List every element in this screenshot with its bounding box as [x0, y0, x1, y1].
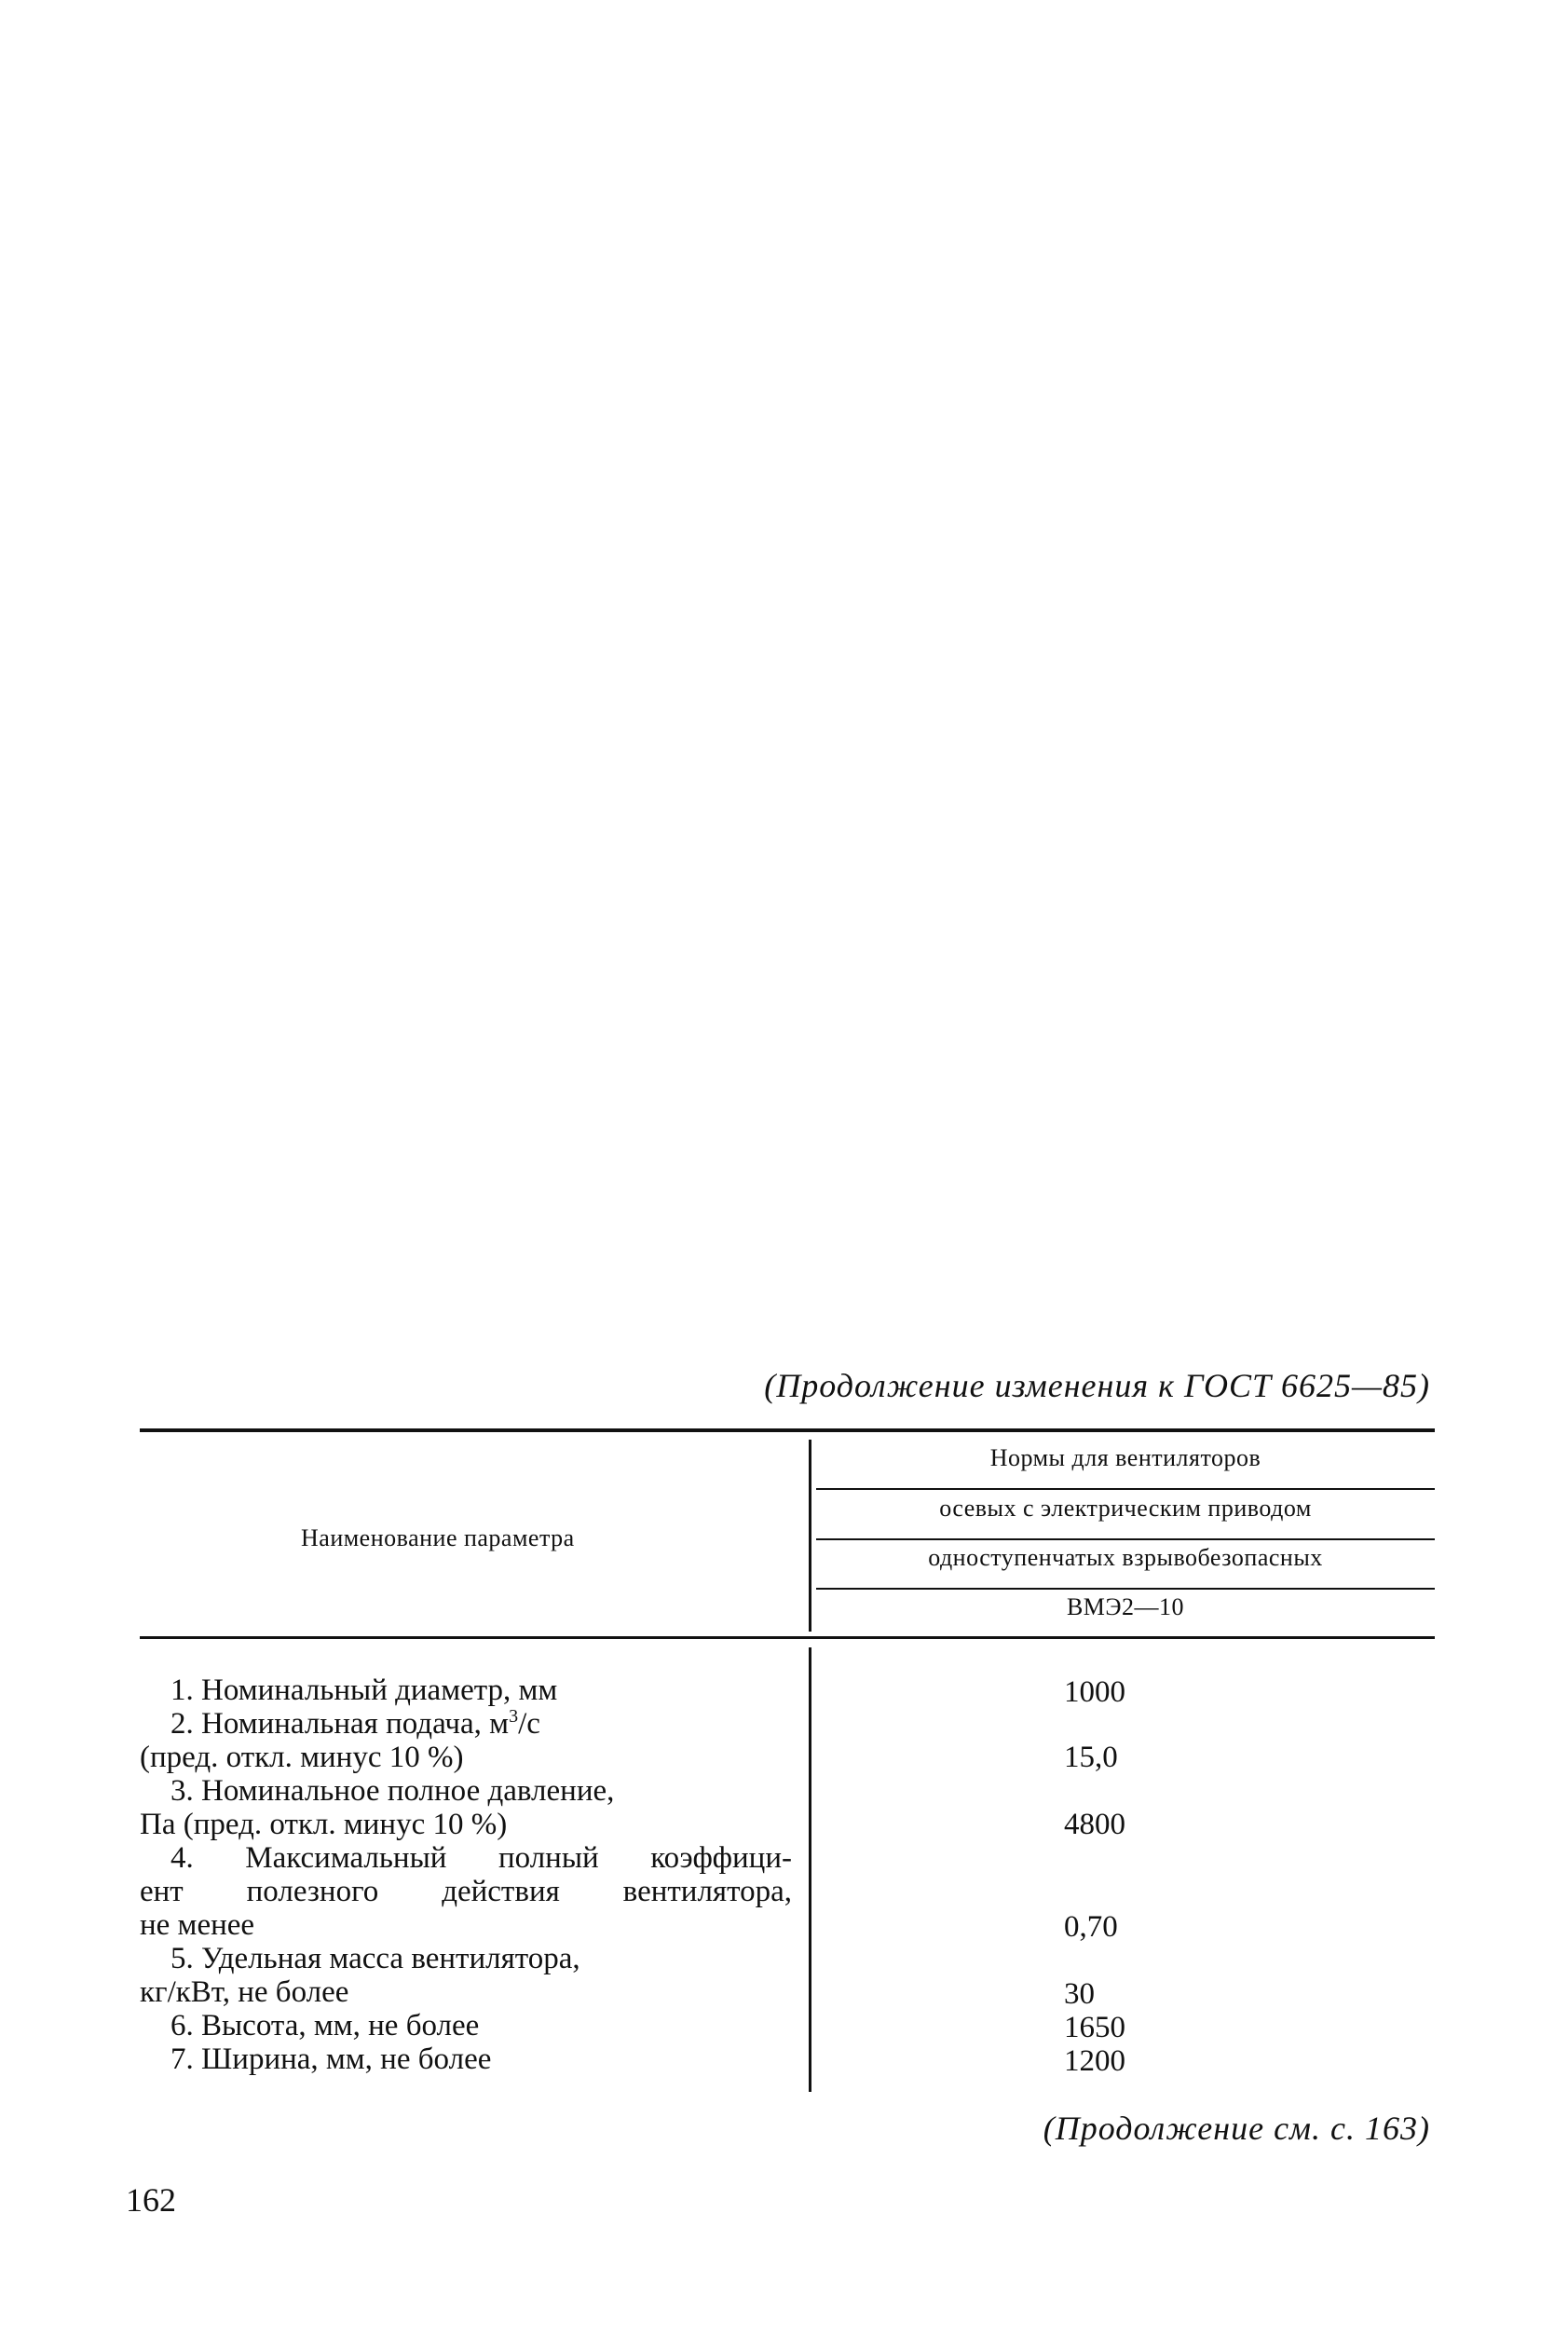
- row-3-value: 4800: [1064, 1808, 1125, 1841]
- row-4-param-line-3: не менее: [140, 1908, 255, 1942]
- norm-header-rule-2: [816, 1538, 1435, 1540]
- row-7-value: 1200: [1064, 2044, 1125, 2078]
- continuation-header-note: (Продолжение изменения к ГОСТ 6625—85): [764, 1367, 1430, 1404]
- row-4-value: 0,70: [1064, 1910, 1118, 1944]
- row-6-value: 1650: [1064, 2011, 1125, 2044]
- norm-header-model: ВМЭ2—10: [1066, 1593, 1185, 1620]
- row-5-param-line-1: 5. Удельная масса вентилятора,: [170, 1942, 580, 1975]
- table-top-rule: [140, 1428, 1435, 1432]
- row-2-unit-superscript: 3: [509, 1706, 519, 1727]
- row-2-param-line-1: [170, 1707, 823, 1741]
- row-6-param: 6. Высота, мм, не более: [170, 2009, 480, 2042]
- row-5-value: 30: [1064, 1977, 1095, 2011]
- row-2-param-line-2: (пред. откл. минус 10 %): [140, 1741, 464, 1774]
- row-2-param-text: 2. Номинальная подача, м: [170, 1707, 510, 1741]
- row-4-param-line-1: 4. Максимальный полный коэффици-: [170, 1841, 792, 1875]
- page-number: 162: [126, 2181, 176, 2219]
- norm-header-level-3: одноступенчатых взрывобезопасных: [928, 1544, 1323, 1571]
- row-4-param-line-2: ент полезного действия вентилятора,: [140, 1875, 792, 1908]
- row-3-param-line-1: 3. Номинальное полное давление,: [170, 1774, 615, 1808]
- param-column-header: Наименование параметра: [301, 1524, 575, 1551]
- norm-header-level-1: Нормы для вентиляторов: [989, 1444, 1261, 1471]
- row-3-param-line-2: Па (пред. откл. минус 10 %): [140, 1808, 508, 1841]
- row-2-value: 15,0: [1064, 1741, 1118, 1774]
- table-header-divider: [809, 1440, 811, 1632]
- continuation-footer-note: (Продолжение см. с. 163): [1043, 2110, 1430, 2147]
- row-7-param: 7. Ширина, мм, не более: [170, 2042, 492, 2076]
- table-header-bottom-rule: [140, 1636, 1435, 1639]
- row-5-param-line-2: кг/кВт, не более: [140, 1975, 349, 2009]
- row-1-value: 1000: [1064, 1675, 1125, 1709]
- row-2-unit-tail: /с: [518, 1707, 540, 1741]
- norm-header-rule-1: [816, 1488, 1435, 1490]
- norm-header-rule-3: [816, 1588, 1435, 1590]
- norm-header-level-2: осевых с электрическим приводом: [939, 1495, 1312, 1522]
- row-1-param: 1. Номинальный диаметр, мм: [170, 1673, 558, 1707]
